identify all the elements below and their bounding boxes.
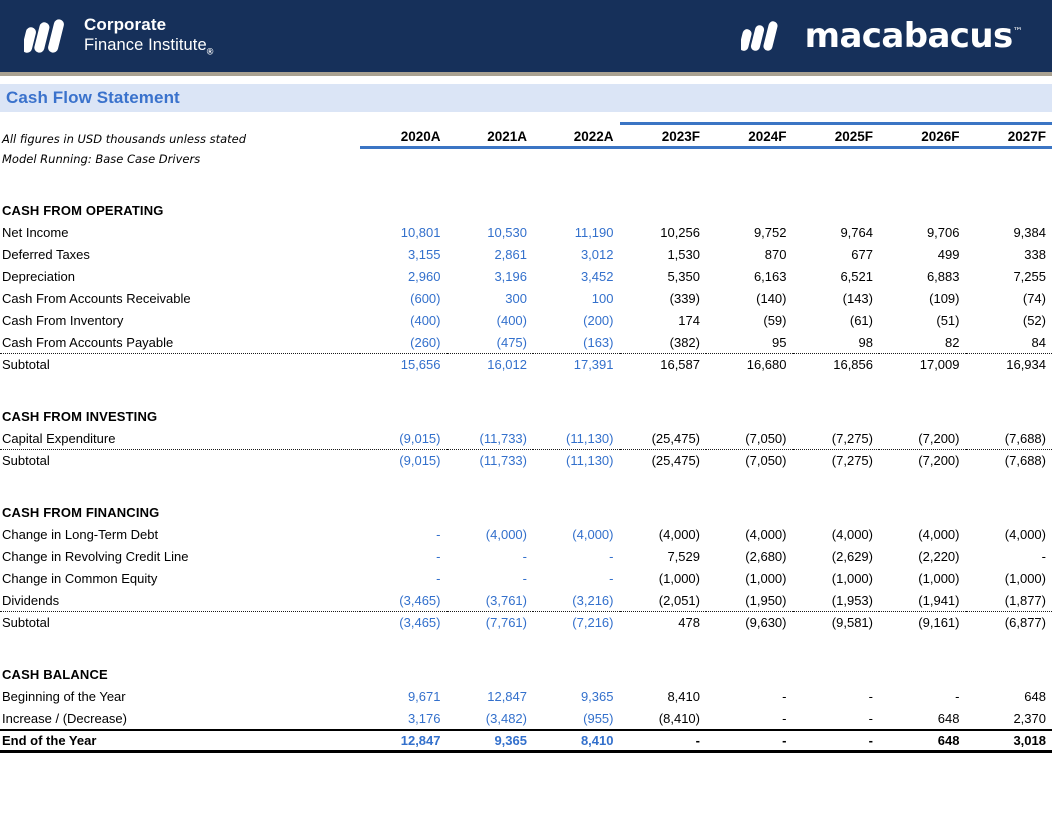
cell-2024F[interactable]: (2,680)	[745, 549, 787, 564]
section-gap	[0, 634, 1052, 664]
cell-2021A[interactable]: 9,365	[447, 730, 534, 752]
table-row[interactable]	[0, 428, 1052, 450]
macabacus-wordmark	[804, 16, 1022, 56]
cell-2021A[interactable]: -	[522, 571, 527, 586]
section-heading-blank	[793, 502, 880, 524]
cell-2027F[interactable]: 2,370	[1013, 710, 1046, 726]
cell-2023F[interactable]: (339)	[669, 291, 700, 306]
cell-2022A[interactable]: 9,365	[580, 689, 614, 704]
cell-2025F[interactable]: -	[868, 689, 873, 704]
section-gap	[0, 170, 1052, 200]
section-heading-blank	[447, 502, 534, 524]
cell-2023F[interactable]: (382)	[669, 334, 700, 350]
cash-flow-table	[0, 122, 1052, 753]
cell-2020A[interactable]: (3,465)	[399, 592, 441, 608]
section-heading-row	[0, 664, 1052, 686]
section-heading-blank	[706, 406, 793, 428]
cell-2020A[interactable]: 3,176	[407, 710, 441, 726]
section-heading-blank	[360, 200, 447, 222]
section-heading-blank	[966, 664, 1052, 686]
section-heading-blank	[966, 406, 1052, 428]
section-heading-blank	[360, 406, 447, 428]
cell-2021A[interactable]: 2,861	[494, 247, 527, 262]
cell-2023F[interactable]: 16,587	[620, 354, 707, 376]
section-heading-blank	[620, 200, 707, 222]
statement-body	[0, 170, 1052, 752]
section-heading-blank	[533, 406, 620, 428]
cell-2025F[interactable]: -	[868, 710, 873, 726]
cell-2027F[interactable]: (1,000)	[1004, 571, 1046, 586]
section-gap	[0, 376, 1052, 406]
cell-2023F[interactable]: 478	[620, 612, 707, 634]
cell-2020A[interactable]: (600)	[410, 291, 441, 306]
table-row[interactable]	[0, 612, 1052, 634]
cell-2025F[interactable]: (7,275)	[793, 450, 880, 472]
cell-2026F[interactable]: (4,000)	[918, 527, 960, 542]
table-row[interactable]	[0, 244, 1052, 266]
cell-2026F[interactable]: (1,941)	[918, 592, 960, 608]
table-row[interactable]	[0, 310, 1052, 332]
cell-2021A[interactable]: -	[522, 549, 527, 564]
row-label: Cash From Accounts Payable	[2, 334, 174, 350]
column-header-2022A: 2022A	[533, 124, 620, 148]
cell-2020A[interactable]: (9,015)	[399, 430, 441, 446]
section-heading-blank	[966, 502, 1052, 524]
spacer-cell	[0, 634, 1052, 664]
cell-2026F[interactable]: 82	[945, 334, 960, 350]
section-heading-blank	[706, 502, 793, 524]
table-row[interactable]	[0, 568, 1052, 590]
section-heading-blank	[533, 502, 620, 524]
row-label: Subtotal	[0, 354, 360, 376]
cfi-wordmark	[84, 15, 214, 57]
spacer-cell	[0, 170, 1052, 200]
cell-2023F[interactable]: 10,256	[660, 225, 700, 240]
cell-2025F[interactable]: (4,000)	[831, 527, 873, 542]
cell-2027F[interactable]: 648	[1024, 689, 1046, 704]
cell-2022A[interactable]: 17,391	[533, 354, 620, 376]
row-label: Change in Common Equity	[2, 571, 158, 586]
cell-2022A[interactable]: (955)	[583, 710, 614, 726]
cfi-registered-mark: ®	[206, 46, 214, 57]
masthead	[0, 0, 1052, 72]
cell-2026F[interactable]: (7,200)	[879, 450, 966, 472]
cell-2024F[interactable]: (59)	[763, 313, 787, 328]
cell-2023F[interactable]: (2,051)	[658, 592, 700, 608]
cell-2023F[interactable]: 174	[678, 313, 700, 328]
cell-2022A[interactable]: -	[609, 549, 614, 564]
cell-2027F[interactable]: (7,688)	[1004, 430, 1046, 446]
section-heading-blank	[706, 200, 793, 222]
cell-2024F[interactable]: 6,163	[753, 269, 787, 284]
cell-2027F[interactable]: 9,384	[1013, 225, 1046, 240]
cell-2025F[interactable]: -	[793, 730, 880, 752]
cell-2025F[interactable]: 98	[858, 334, 873, 350]
cell-2026F[interactable]: (109)	[929, 291, 960, 306]
column-header-2024F: 2024F	[706, 124, 793, 148]
cell-2025F[interactable]: 6,521	[840, 269, 873, 284]
row-label: Change in Long-Term Debt	[2, 527, 159, 542]
cell-2027F[interactable]: (4,000)	[1004, 527, 1046, 542]
table-row[interactable]	[0, 354, 1052, 376]
cell-2022A[interactable]: 3,012	[580, 247, 614, 262]
cell-2022A[interactable]: 100	[591, 291, 614, 306]
cell-2026F[interactable]: 6,883	[926, 269, 960, 284]
page-title: Cash Flow Statement	[6, 88, 180, 107]
column-header-2026F: 2026F	[879, 124, 966, 148]
section-heading-blank	[793, 406, 880, 428]
cell-2025F[interactable]: (143)	[842, 291, 873, 306]
cell-2020A[interactable]: 2,960	[407, 269, 441, 284]
spacer-cell	[0, 472, 1052, 502]
section-heading-row	[0, 200, 1052, 222]
column-header-row	[0, 124, 1052, 148]
cell-2024F[interactable]: 9,752	[753, 225, 787, 240]
section-heading: CASH FROM FINANCING	[2, 505, 160, 520]
row-label: Subtotal	[0, 612, 360, 634]
cell-2020A[interactable]: 10,801	[400, 225, 441, 240]
cell-2020A[interactable]: (9,015)	[360, 450, 447, 472]
cell-2024F[interactable]: (7,050)	[745, 430, 787, 446]
cell-2023F[interactable]: (8,410)	[658, 710, 700, 726]
cell-2024F[interactable]: (7,050)	[706, 450, 793, 472]
cell-2021A[interactable]: (3,482)	[485, 710, 527, 726]
cell-2020A[interactable]: 12,847	[360, 730, 447, 752]
table-row[interactable]	[0, 450, 1052, 472]
cell-2023F[interactable]: (1,000)	[658, 571, 700, 586]
cell-2025F[interactable]: (9,581)	[793, 612, 880, 634]
row-label: Depreciation	[2, 269, 75, 284]
cell-2025F[interactable]: (7,275)	[831, 430, 873, 446]
cell-2020A[interactable]: -	[436, 549, 441, 564]
row-label: Dividends	[2, 592, 60, 608]
cell-2022A[interactable]: 3,452	[580, 269, 614, 284]
table-row[interactable]	[0, 686, 1052, 708]
cell-2025F[interactable]: 16,856	[793, 354, 880, 376]
column-header-2027F: 2027F	[966, 124, 1052, 148]
cell-2024F[interactable]: (9,630)	[706, 612, 793, 634]
macabacus-tm-mark: ™	[1012, 26, 1022, 38]
corporate-finance-institute-logo	[24, 19, 70, 53]
cfi-line2: Finance Institute	[84, 35, 207, 54]
cell-2020A[interactable]: -	[436, 527, 441, 542]
column-header-2020A: 2020A	[360, 124, 447, 148]
cell-2021A[interactable]: 300	[505, 291, 527, 306]
cell-2024F[interactable]: -	[782, 689, 787, 704]
cell-2020A[interactable]: -	[436, 571, 441, 586]
row-label: Capital Expenditure	[2, 430, 116, 446]
cell-2026F[interactable]: -	[955, 689, 960, 704]
cell-2024F[interactable]: 16,680	[706, 354, 793, 376]
cell-2027F[interactable]: (7,688)	[966, 450, 1052, 472]
table-row[interactable]	[0, 590, 1052, 612]
row-label: Cash From Inventory	[2, 313, 124, 328]
cell-2022A[interactable]: (11,130)	[566, 430, 614, 446]
cell-2023F[interactable]: 1,530	[667, 247, 700, 262]
section-heading-row	[0, 502, 1052, 524]
cell-2021A[interactable]: (4,000)	[485, 527, 527, 542]
cash-flow-sheet	[0, 112, 1052, 753]
cell-2022A[interactable]: (163)	[583, 334, 614, 350]
row-label: Beginning of the Year	[2, 689, 126, 704]
row-label: Increase / (Decrease)	[2, 710, 127, 726]
cell-2026F[interactable]: (7,200)	[918, 430, 960, 446]
cell-2024F[interactable]: 870	[764, 247, 787, 262]
row-label: End of the Year	[0, 730, 360, 752]
cell-2023F[interactable]: 5,350	[667, 269, 700, 284]
section-heading-blank	[879, 406, 966, 428]
cell-2026F[interactable]: 9,706	[926, 225, 960, 240]
cell-2024F[interactable]: (1,950)	[745, 592, 787, 608]
table-row[interactable]	[0, 222, 1052, 244]
macabacus-word-text: macabacus	[804, 16, 1013, 56]
cell-2024F[interactable]: -	[706, 730, 793, 752]
cell-2027F[interactable]: (6,877)	[966, 612, 1052, 634]
cell-2026F[interactable]: 17,009	[879, 354, 966, 376]
section-heading-blank	[360, 664, 447, 686]
cell-2026F[interactable]: (9,161)	[879, 612, 966, 634]
cell-2023F[interactable]: -	[620, 730, 707, 752]
cell-2021A[interactable]: 12,847	[487, 689, 527, 704]
cell-2024F[interactable]: (140)	[756, 291, 787, 306]
table-row[interactable]	[0, 288, 1052, 310]
cell-2027F[interactable]: 7,255	[1013, 269, 1046, 284]
cell-2023F[interactable]: 8,410	[667, 689, 700, 704]
model-running-note: Model Running: Base Case Drivers	[2, 151, 201, 166]
cell-2022A[interactable]: (7,216)	[533, 612, 620, 634]
section-heading-blank	[879, 200, 966, 222]
cell-2024F[interactable]: 95	[772, 334, 787, 350]
cell-2024F[interactable]: (1,000)	[745, 571, 787, 586]
cell-2022A[interactable]: (4,000)	[572, 527, 614, 542]
statement-title-band	[0, 84, 1052, 112]
row-label: Change in Revolving Credit Line	[2, 549, 189, 564]
row-label: Deferred Taxes	[2, 247, 90, 262]
cell-2027F[interactable]: (52)	[1022, 313, 1046, 328]
section-heading-blank	[620, 502, 707, 524]
section-heading-blank	[706, 664, 793, 686]
cell-2026F[interactable]: 499	[937, 247, 960, 262]
cell-2022A[interactable]: (11,130)	[533, 450, 620, 472]
cell-2020A[interactable]: (260)	[410, 334, 441, 350]
section-heading-blank	[620, 406, 707, 428]
column-header-2021A: 2021A	[447, 124, 534, 148]
cell-2022A[interactable]: -	[609, 571, 614, 586]
table-row[interactable]	[0, 546, 1052, 568]
table-row[interactable]	[0, 332, 1052, 354]
cell-2021A[interactable]: (11,733)	[447, 450, 534, 472]
row-label: Cash From Accounts Receivable	[2, 291, 191, 306]
section-heading-blank	[447, 200, 534, 222]
section-heading-blank	[879, 502, 966, 524]
cell-2027F[interactable]: 3,018	[966, 730, 1052, 752]
section-heading-blank	[447, 406, 534, 428]
column-header-2025F: 2025F	[793, 124, 880, 148]
cell-2022A[interactable]: 11,190	[574, 225, 614, 240]
cell-2026F[interactable]: 648	[879, 730, 966, 752]
cell-2021A[interactable]: (11,733)	[479, 430, 527, 446]
spacer-cell	[0, 376, 1052, 406]
cell-2020A[interactable]: (400)	[410, 313, 441, 328]
cell-2025F[interactable]: (61)	[849, 313, 873, 328]
section-gap	[0, 472, 1052, 502]
cell-2023F[interactable]: (25,475)	[651, 430, 700, 446]
section-heading-blank	[793, 200, 880, 222]
model-running-blank	[360, 148, 1052, 170]
cell-2021A[interactable]: (400)	[496, 313, 527, 328]
cell-2024F[interactable]: -	[782, 710, 787, 726]
section-heading-blank	[879, 664, 966, 686]
cell-2026F[interactable]: (51)	[936, 313, 960, 328]
cell-2026F[interactable]: (2,220)	[918, 549, 960, 564]
cell-2020A[interactable]: 3,155	[407, 247, 441, 262]
cell-2023F[interactable]: 7,529	[667, 549, 700, 564]
cell-2021A[interactable]: (7,761)	[447, 612, 534, 634]
table-row[interactable]	[0, 708, 1052, 730]
cell-2021A[interactable]: 16,012	[447, 354, 534, 376]
cell-2027F[interactable]: (1,877)	[1004, 592, 1046, 608]
units-note: All figures in USD thousands unless stated	[2, 131, 247, 146]
cell-2022A[interactable]: (3,216)	[572, 592, 614, 608]
cell-2026F[interactable]: (1,000)	[918, 571, 960, 586]
section-heading-blank	[793, 664, 880, 686]
column-header-2023F: 2023F	[620, 124, 707, 148]
cell-2027F[interactable]: -	[1041, 549, 1046, 564]
cell-2021A[interactable]: 3,196	[494, 269, 527, 284]
model-running-row	[0, 148, 1052, 170]
section-heading: CASH BALANCE	[2, 667, 108, 682]
section-heading-blank	[620, 664, 707, 686]
section-heading-blank	[447, 664, 534, 686]
section-heading-row	[0, 406, 1052, 428]
cell-2025F[interactable]: 9,764	[840, 225, 873, 240]
row-label: Net Income	[2, 225, 69, 240]
table-row[interactable]	[0, 730, 1052, 752]
cell-2025F[interactable]: (1,000)	[831, 571, 873, 586]
table-row[interactable]	[0, 524, 1052, 546]
cfi-line1: Corporate	[84, 15, 167, 35]
cell-2027F[interactable]: 338	[1024, 247, 1046, 262]
macabacus-logo	[741, 21, 793, 51]
cell-2020A[interactable]: 9,671	[407, 689, 441, 704]
section-heading-blank	[533, 200, 620, 222]
cell-2021A[interactable]: 10,530	[487, 225, 527, 240]
cell-2025F[interactable]: (1,953)	[831, 592, 873, 608]
cell-2026F[interactable]: 648	[937, 710, 960, 726]
cell-2020A[interactable]: 15,656	[360, 354, 447, 376]
section-heading-blank	[360, 502, 447, 524]
cell-2020A[interactable]: (3,465)	[360, 612, 447, 634]
cfi-brand	[24, 15, 214, 57]
cell-2025F[interactable]: (2,629)	[831, 549, 873, 564]
cell-2023F[interactable]: (4,000)	[658, 527, 700, 542]
section-heading: CASH FROM INVESTING	[2, 409, 158, 424]
cell-2027F[interactable]: (74)	[1022, 291, 1046, 306]
cell-2022A[interactable]: (200)	[583, 313, 614, 328]
table-row[interactable]	[0, 266, 1052, 288]
cell-2022A[interactable]: 8,410	[533, 730, 620, 752]
macabacus-brand	[741, 16, 1022, 56]
row-label: Subtotal	[0, 450, 360, 472]
section-heading: CASH FROM OPERATING	[2, 203, 164, 218]
cell-2027F[interactable]: 84	[1031, 334, 1046, 350]
cell-2021A[interactable]: (475)	[496, 334, 527, 350]
section-heading-blank	[533, 664, 620, 686]
section-heading-blank	[966, 200, 1052, 222]
cell-2024F[interactable]: (4,000)	[745, 527, 787, 542]
cell-2025F[interactable]: 677	[851, 247, 873, 262]
cell-2021A[interactable]: (3,761)	[485, 592, 527, 608]
cell-2027F[interactable]: 16,934	[966, 354, 1052, 376]
cell-2023F[interactable]: (25,475)	[620, 450, 707, 472]
